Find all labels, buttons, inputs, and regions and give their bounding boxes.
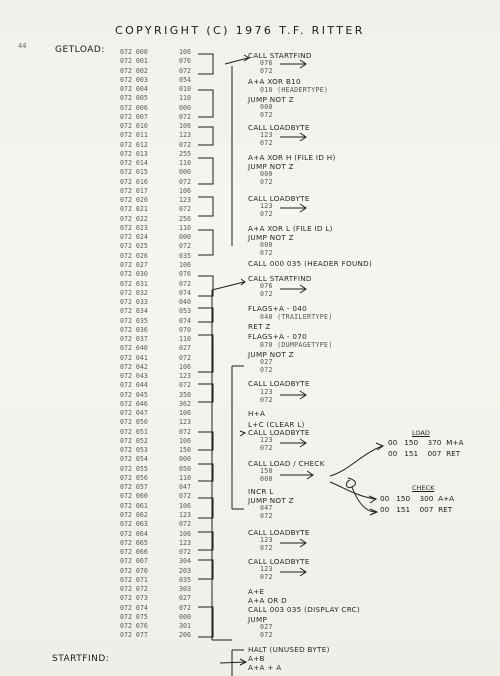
branch-to-check	[330, 482, 375, 499]
row-octal: 072	[179, 520, 191, 529]
load-row-1-b: 150	[404, 438, 419, 447]
row-octal: 150	[179, 446, 191, 455]
instruction-line: 123	[260, 202, 273, 210]
row-octal: 206	[179, 631, 191, 640]
row-address: 072 025	[120, 242, 148, 251]
check-row-2-d: RET	[438, 505, 453, 514]
row-octal: 106	[179, 529, 191, 538]
row-address: 072 063	[120, 520, 148, 529]
instruction-line: 040 (TRAILERTYPE)	[260, 313, 333, 321]
row-octal: 256	[179, 214, 191, 223]
load-heading: LOAD	[412, 429, 430, 437]
check-row-2-a: 00	[380, 505, 390, 514]
row-octal: 350	[179, 390, 191, 399]
row-address: 072 022	[120, 214, 148, 223]
row-address: 072 035	[120, 316, 148, 325]
row-octal: 072	[179, 205, 191, 214]
row-octal: 110	[179, 335, 191, 344]
instruction-line: JUMP NOT Z	[248, 496, 294, 505]
load-row-1-d: M+A	[446, 438, 464, 447]
row-octal: 106	[179, 501, 191, 510]
row-address: 072 072	[120, 585, 148, 594]
row-octal: 123	[179, 538, 191, 547]
instruction-line: 123	[260, 436, 273, 444]
row-octal: 123	[179, 131, 191, 140]
row-octal: 110	[179, 159, 191, 168]
load-row-2-a: 00	[388, 449, 398, 458]
instruction-line: JUMP NOT Z	[248, 350, 294, 359]
row-address: 072 044	[120, 381, 148, 390]
row-address: 072 024	[120, 233, 148, 242]
row-address: 072 015	[120, 168, 148, 177]
row-octal: 000	[179, 103, 191, 112]
row-address: 072 045	[120, 390, 148, 399]
instruction-line: 072	[260, 512, 273, 520]
instruction-line: JUMP	[248, 615, 268, 624]
check-row-1-d: A+A	[438, 494, 455, 503]
row-address: 072 071	[120, 575, 148, 584]
row-octal: 040	[179, 298, 191, 307]
row-address: 072 023	[120, 223, 148, 232]
bracket-loadbyte-4	[198, 432, 213, 450]
row-octal: 110	[179, 94, 191, 103]
instruction-line: A+A XOR L (FILE ID L)	[248, 224, 333, 233]
instruction-line: 072	[260, 210, 273, 218]
row-address: 072 001	[120, 57, 148, 66]
bracket-loadbyte-2	[198, 197, 213, 216]
row-address: 072 073	[120, 594, 148, 603]
row-address: 072 047	[120, 409, 148, 418]
check-row-2-c: 007	[419, 505, 434, 514]
row-address: 072 052	[120, 436, 148, 445]
row-address: 072 051	[120, 427, 148, 436]
row-octal: 072	[179, 603, 191, 612]
instruction-line: A+B	[248, 654, 265, 663]
instruction-line: A+A XOR B10	[248, 77, 301, 86]
check-row-1-b: 150	[396, 494, 411, 503]
row-address: 072 014	[120, 159, 148, 168]
instruction-line: 027	[260, 358, 273, 366]
instruction-line: 123	[260, 131, 273, 139]
row-address: 072 003	[120, 75, 148, 84]
instruction-line: A+E	[248, 587, 265, 596]
row-octal: 054	[179, 75, 191, 84]
row-address: 072 027	[120, 260, 148, 269]
row-octal: 076	[179, 57, 191, 66]
instruction-line: CALL 000 035 (HEADER FOUND)	[248, 259, 373, 268]
instruction-line: 047	[260, 504, 273, 512]
instruction-line: 072	[260, 544, 273, 552]
row-octal: 072	[179, 427, 191, 436]
instruction-line: 072	[260, 396, 273, 404]
instruction-line: 027	[260, 623, 273, 631]
check-heading: CHECK	[412, 484, 435, 492]
check-row-2-b: 151	[396, 505, 411, 514]
instruction-line: JUMP NOT Z	[248, 162, 294, 171]
instruction-line: 072	[260, 290, 273, 298]
load-row-2-b: 151	[404, 449, 419, 458]
row-address: 072 074	[120, 603, 148, 612]
row-address: 072 004	[120, 85, 148, 94]
instruction-line: 000	[260, 241, 273, 249]
row-octal: 072	[179, 112, 191, 121]
instruction-line: CALL STARTFIND	[248, 274, 312, 283]
bracket-xor-header	[198, 90, 213, 117]
row-octal: 255	[179, 149, 191, 158]
instruction-line: 072	[260, 139, 273, 147]
bracket-display-crc	[198, 607, 213, 637]
bracket-flags-070	[198, 335, 213, 372]
row-address: 072 067	[120, 557, 148, 566]
bracket-call-startfind	[198, 54, 213, 74]
row-address: 072 010	[120, 122, 148, 131]
loop-line-main-top	[212, 282, 244, 290]
row-octal: 304	[179, 557, 191, 566]
row-address: 072 050	[120, 418, 148, 427]
row-address: 072 043	[120, 372, 148, 381]
bracket-loadbyte-6	[198, 560, 213, 579]
row-octal: 072	[179, 492, 191, 501]
row-address: 072 054	[120, 455, 148, 464]
row-octal: 072	[179, 140, 191, 149]
row-octal: 106	[179, 436, 191, 445]
instruction-line: 000	[260, 170, 273, 178]
instruction-line: 072	[260, 67, 273, 75]
row-octal: 027	[179, 344, 191, 353]
instruction-line: L+C (CLEAR L)	[248, 420, 305, 429]
row-octal: 076	[179, 270, 191, 279]
row-octal: 010	[179, 85, 191, 94]
branch-to-load	[330, 446, 382, 476]
row-address: 072 056	[120, 473, 148, 482]
row-octal: 000	[179, 168, 191, 177]
instruction-line: FLAGS+A - 070	[248, 332, 307, 341]
load-row-2-d: RET	[446, 449, 461, 458]
instruction-line: INCR L	[248, 487, 274, 496]
row-address: 072 064	[120, 529, 148, 538]
bracket-loadbyte-5	[198, 532, 213, 550]
bracket-loadbyte-3	[198, 384, 213, 402]
row-octal: 035	[179, 251, 191, 260]
row-octal: 106	[179, 48, 191, 56]
row-octal: 000	[179, 455, 191, 464]
instruction-line: 076	[260, 282, 273, 290]
instruction-line: 072	[260, 444, 273, 452]
instruction-line: 072	[260, 573, 273, 581]
row-address: 072 041	[120, 353, 148, 362]
row-octal: 072	[179, 242, 191, 251]
instruction-line: 070 (DUMPAGETYPE)	[260, 341, 333, 349]
instruction-line: CALL LOADBYTE	[248, 123, 310, 132]
instruction-line: JUMP NOT Z	[248, 95, 294, 104]
instruction-line: CALL LOADBYTE	[248, 557, 310, 566]
row-octal: 053	[179, 307, 191, 316]
row-octal: 106	[179, 122, 191, 131]
bracket-loadbyte-1	[198, 127, 213, 145]
row-address: 072 065	[120, 538, 148, 547]
instruction-line: CALL LOADBYTE	[248, 528, 310, 537]
instruction-line: 123	[260, 388, 273, 396]
row-octal: 123	[179, 418, 191, 427]
label-startfind: STARTFIND:	[52, 654, 110, 664]
row-address: 072 002	[120, 66, 148, 75]
row-address: 072 046	[120, 399, 148, 408]
instruction-line: 076	[260, 59, 273, 67]
row-octal: 074	[179, 288, 191, 297]
bracket-xor-h	[198, 158, 213, 184]
row-address: 072 062	[120, 511, 148, 519]
row-address: 072 076	[120, 622, 148, 631]
row-address: 072 007	[120, 112, 148, 121]
row-address: 072 031	[120, 279, 148, 288]
row-octal: 123	[179, 196, 191, 205]
row-address: 072 042	[120, 362, 148, 371]
row-address: 072 075	[120, 612, 148, 621]
row-octal: 301	[179, 622, 191, 631]
row-octal: 072	[179, 381, 191, 390]
instruction-line: CALL 003 035 (DISPLAY CRC)	[248, 605, 361, 614]
row-octal: 072	[179, 66, 191, 75]
instruction-line: 123	[260, 565, 273, 573]
bracket-loadcheck	[198, 464, 213, 481]
instruction-line: 123	[260, 536, 273, 544]
row-octal: 000	[179, 233, 191, 242]
row-address: 072 020	[120, 196, 148, 205]
row-address: 072 060	[120, 492, 148, 501]
row-address: 072 011	[120, 131, 148, 140]
instruction-line: CALL LOADBYTE	[248, 194, 310, 203]
branch-to-check-2	[352, 487, 376, 512]
row-address: 072 026	[120, 251, 148, 260]
row-octal: 072	[179, 353, 191, 362]
row-octal: 106	[179, 362, 191, 371]
row-address: 072 055	[120, 464, 148, 473]
row-address: 072 016	[120, 177, 148, 186]
instruction-line: A+A OR D	[248, 596, 288, 605]
instruction-line: A+A + A	[248, 663, 282, 672]
instruction-line: 072	[260, 366, 273, 374]
row-address: 072 070	[120, 566, 148, 575]
row-octal: 000	[179, 612, 191, 621]
row-address: 072 034	[120, 307, 148, 316]
instruction-line: CALL STARTFIND	[248, 51, 312, 60]
instruction-line: FLAGS+A - 040	[248, 304, 307, 313]
load-row-1-c: 370	[427, 438, 442, 447]
instruction-line: 072	[260, 178, 273, 186]
row-address: 072 006	[120, 103, 148, 112]
instruction-line: A+A XOR H (FILE ID H)	[248, 153, 336, 162]
row-address: 072 053	[120, 446, 148, 455]
row-octal: 106	[179, 409, 191, 418]
row-address: 072 033	[120, 298, 148, 307]
label-getload: GETLOAD:	[55, 45, 105, 55]
row-octal: 106	[179, 260, 191, 269]
instruction-line: 000	[260, 103, 273, 111]
bracket-flags-040	[198, 308, 213, 322]
check-row-1-a: 00	[380, 494, 390, 503]
bracket-incr-l	[198, 498, 213, 518]
row-address: 072 040	[120, 344, 148, 353]
row-octal: 070	[179, 325, 191, 334]
instruction-line: JUMP NOT Z	[248, 233, 294, 242]
bracket-startfind-2	[198, 276, 213, 296]
row-octal: 303	[179, 585, 191, 594]
instruction-line: HALT (UNUSED BYTE)	[248, 645, 330, 654]
instruction-line: RET Z	[248, 322, 271, 331]
instruction-line: 072	[260, 249, 273, 257]
row-address: 072 017	[120, 186, 148, 195]
row-address: 072 021	[120, 205, 148, 214]
row-octal: 027	[179, 594, 191, 603]
instruction-line: 000	[260, 475, 273, 483]
instruction-line: CALL LOADBYTE	[248, 428, 310, 437]
row-address: 072 037	[120, 335, 148, 344]
instruction-line: 150	[260, 467, 273, 475]
branch-loop	[346, 478, 355, 488]
loop-inner-head	[240, 431, 245, 436]
row-address: 072 036	[120, 325, 148, 334]
row-octal: 106	[179, 186, 191, 195]
instruction-line: H+A	[248, 409, 266, 418]
page-title: COPYRIGHT (C) 1976 T.F. RITTER	[115, 24, 365, 37]
check-row-1-c: 300	[419, 494, 434, 503]
instruction-line: 072	[260, 631, 273, 639]
row-address: 072 066	[120, 548, 148, 557]
row-octal: 110	[179, 473, 191, 482]
row-address: 072 061	[120, 501, 148, 510]
row-octal: 123	[179, 511, 191, 519]
row-address: 072 013	[120, 149, 148, 158]
row-octal: 072	[179, 177, 191, 186]
instruction-line: CALL LOADBYTE	[248, 379, 310, 388]
row-address: 072 057	[120, 483, 148, 492]
load-row-1-a: 00	[388, 438, 398, 447]
corner-mark: 44	[18, 42, 27, 50]
row-octal: 035	[179, 575, 191, 584]
row-address: 072 030	[120, 270, 148, 279]
row-address: 072 012	[120, 140, 148, 149]
row-octal: 072	[179, 279, 191, 288]
row-octal: 047	[179, 483, 191, 492]
row-address: 072 000	[120, 48, 148, 56]
row-address: 072 005	[120, 94, 148, 103]
row-octal: 203	[179, 566, 191, 575]
row-octal: 072	[179, 548, 191, 557]
row-octal: 050	[179, 464, 191, 473]
row-octal: 362	[179, 399, 191, 408]
row-octal: 074	[179, 316, 191, 325]
row-address: 072 077	[120, 631, 148, 640]
row-octal: 110	[179, 223, 191, 232]
instruction-line: 010 (HEADERTYPE)	[260, 86, 329, 94]
instruction-line: CALL LOAD / CHECK	[248, 459, 325, 468]
row-octal: 123	[179, 372, 191, 381]
row-address: 072 032	[120, 288, 148, 297]
instruction-line: 072	[260, 111, 273, 119]
bracket-xor-l	[198, 230, 213, 255]
load-row-2-c: 007	[427, 449, 442, 458]
